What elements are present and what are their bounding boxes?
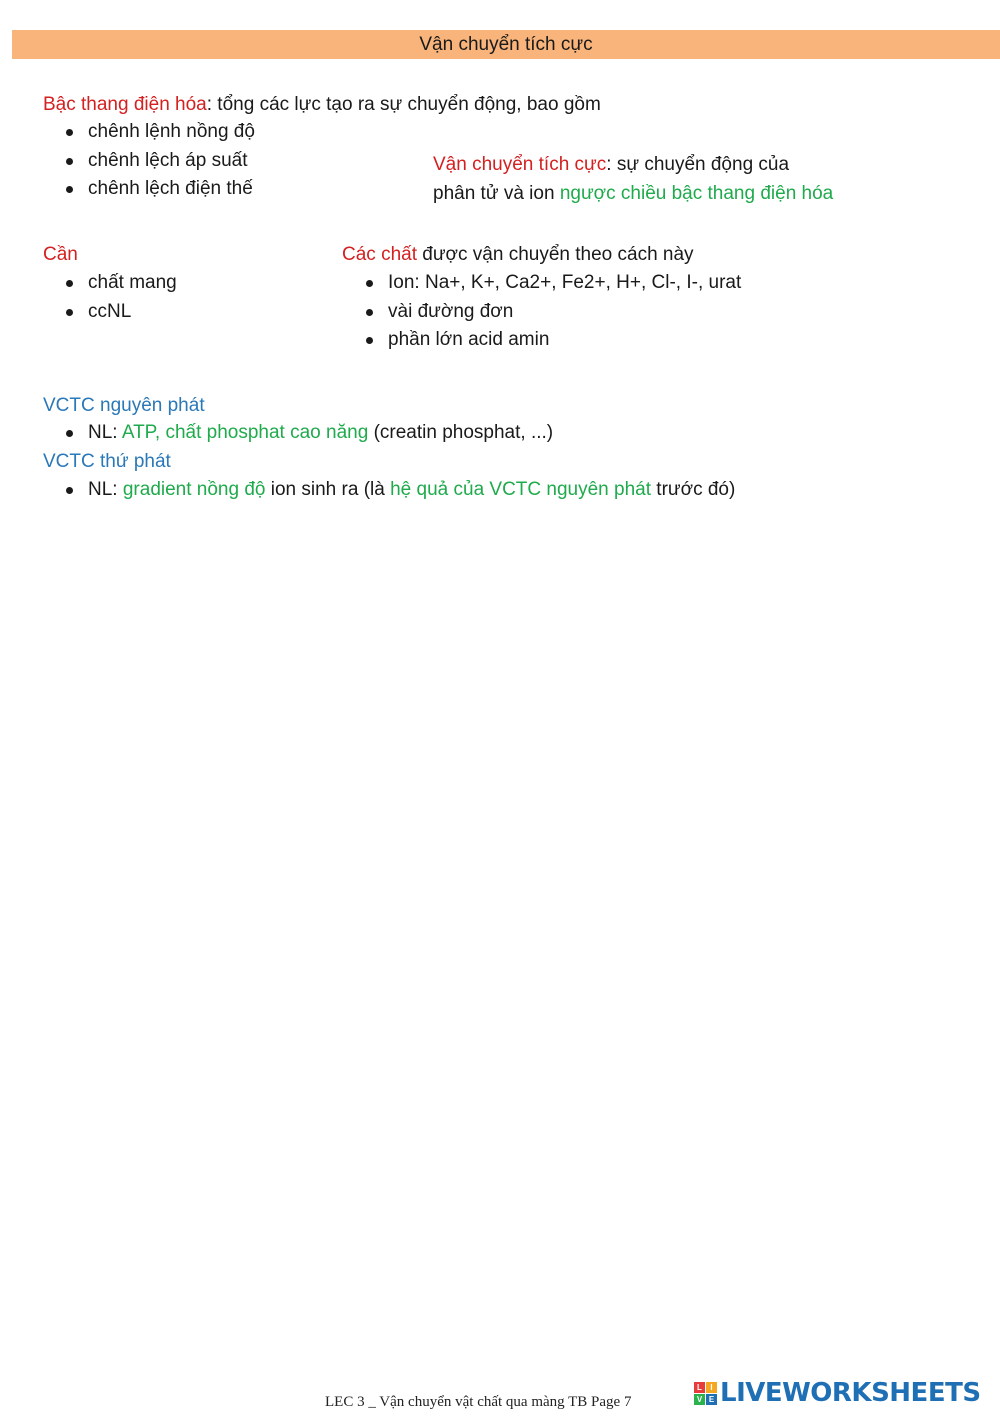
list-item: chênh lệch áp suất [88,147,255,176]
active-transport-text-1: : sự chuyển động của [606,154,790,175]
list-item: ccNL [88,298,177,327]
list-item: chênh lệnh nồng độ [88,118,255,147]
page-title-bar [12,30,1000,59]
page-footer: LEC 3 _ Vận chuyển vật chất qua màng TB Page 7 [325,1394,632,1410]
needs-list [88,269,177,326]
logo-text: LIVEWORKSHEETS [720,1378,981,1408]
primary-suffix: (creatin phosphat, ...) [368,422,554,443]
secondary-highlight-2: hệ quả của VCTC nguyên phát [390,479,652,500]
substances-heading-text: được vận chuyển theo cách này [416,244,694,265]
gradient-list [88,118,255,204]
active-transport-text-2: phân tử và ion [433,182,560,204]
list-item: chênh lệch điện thế [88,175,255,204]
active-transport-term: Vận chuyển tích cực [433,154,607,175]
secondary-middle: ion sinh ra (là [265,479,391,500]
substances-heading [342,241,694,269]
secondary-list [88,476,735,505]
primary-highlight: ATP, chất phosphat cao năng [121,422,369,443]
list-item [88,476,735,505]
needs-heading: Cần [43,244,78,265]
active-transport-highlight: ngược chiều bậc thang điện hóa [559,182,834,204]
logo-mark-icon: L I V E [694,1382,717,1405]
primary-heading: VCTC nguyên phát [43,395,205,416]
primary-prefix: NL: [88,422,122,443]
secondary-heading: VCTC thứ phát [43,451,171,472]
primary-list [88,419,553,448]
substances-list [388,269,741,355]
secondary-highlight-1: gradient nồng độ [122,479,266,500]
page-title: Vận chuyển tích cực [419,34,593,55]
gradient-definition [43,91,601,119]
list-item [88,419,553,448]
secondary-suffix: trước đó) [651,479,736,500]
substances-term: Các chất [342,244,417,265]
secondary-prefix: NL: [88,479,123,500]
active-transport-definition [433,151,833,208]
list-item: vài đường đơn [388,298,741,327]
list-item: Ion: Na+, K+, Ca2+, Fe2+, H+, Cl-, I-, urat [388,269,741,298]
gradient-term: Bậc thang điện hóa [43,94,207,115]
liveworksheets-logo[interactable] [694,1378,981,1408]
list-item: chất mang [88,269,177,298]
list-item: phần lớn acid amin [388,326,741,355]
gradient-definition-text: : tổng các lực tạo ra sự chuyển động, bao gồm [206,94,601,115]
